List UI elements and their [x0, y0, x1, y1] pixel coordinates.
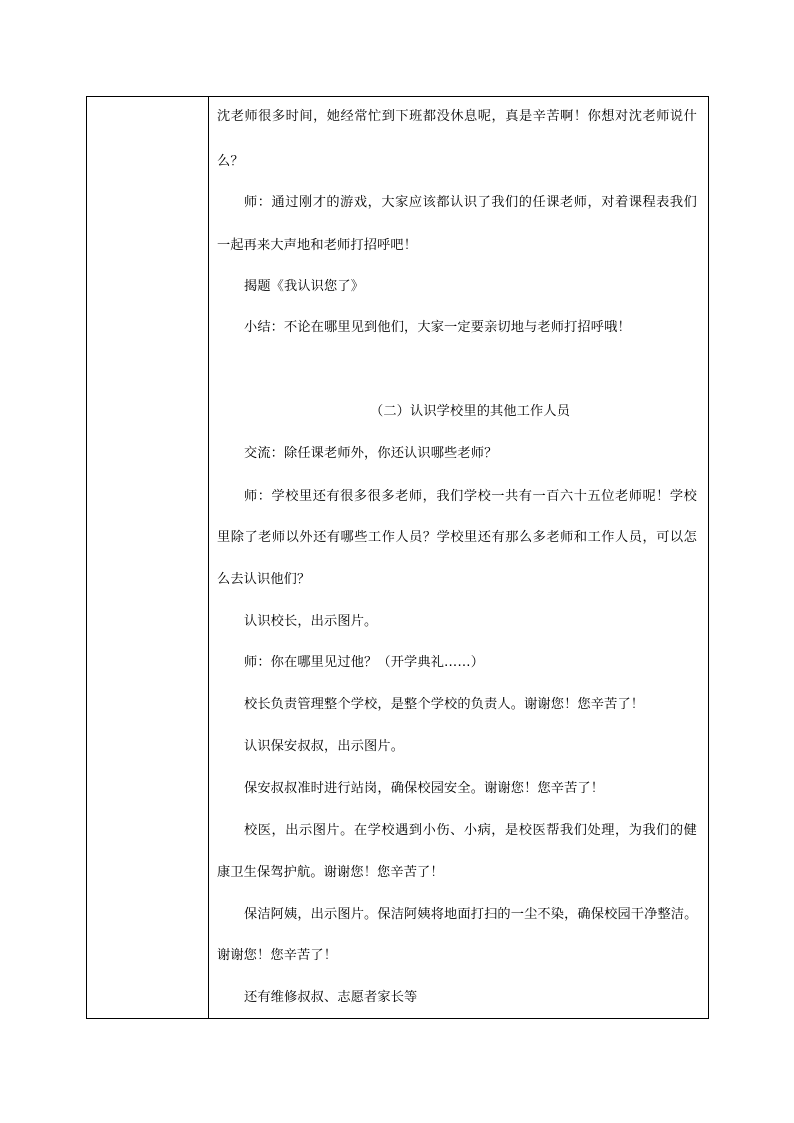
table-left-cell	[87, 97, 209, 1018]
paragraph-line: 师：你在哪里见过他？（开学典礼……）	[244, 655, 485, 670]
paragraph-line: 还有维修叔叔、志愿者家长等	[244, 990, 418, 1005]
paragraph-line: 保安叔叔准时进行站岗，确保校园安全。谢谢您！您辛苦了！	[244, 781, 605, 796]
paragraph-line: 一起再来大声地和老师打招呼吧！	[217, 238, 418, 253]
paragraph-line: 保洁阿姨，出示图片。保洁阿姨将地面打扫的一尘不染，确保校园干净整洁。	[244, 907, 698, 922]
paragraph-line: 交流：除任课老师外，你还认识哪些老师？	[244, 446, 498, 461]
paragraph-line: 认识保安叔叔，出示图片。	[244, 739, 405, 754]
paragraph-line: 康卫生保驾护航。谢谢您！您辛苦了！	[217, 865, 444, 880]
paragraph-line: 校长负责管理整个学校，是整个学校的负责人。谢谢您！您辛苦了！	[244, 697, 645, 712]
paragraph-line: 师：学校里还有很多很多老师，我们学校一共有一百六十五位老师呢！学校	[244, 489, 697, 504]
paragraph-line: 谢谢您！您辛苦了！	[217, 948, 338, 963]
paragraph-line: 小结：不论在哪里见到他们，大家一定要亲切地与老师打招呼哦！	[244, 320, 631, 335]
section-heading: （二）认识学校里的其他工作人员	[370, 404, 571, 419]
paragraph-line: 揭题《我认识您了》	[244, 279, 365, 294]
lesson-plan-table	[86, 96, 709, 1019]
paragraph-line: 么去认识他们？	[217, 572, 311, 587]
paragraph-line: 么？	[217, 154, 244, 169]
paragraph-line: 认识校长，出示图片。	[244, 614, 378, 629]
table-right-cell	[209, 97, 708, 1018]
paragraph-line: 沈老师很多时间，她经常忙到下班都没休息呢，真是辛苦啊！你想对沈老师说什	[217, 109, 697, 124]
paragraph-line: 师：通过刚才的游戏，大家应该都认识了我们的任课老师，对着课程表我们	[244, 195, 697, 210]
paragraph-line: 校医，出示图片。在学校遇到小伤、小病，是校医帮我们处理，为我们的健	[244, 823, 697, 838]
paragraph-line: 里除了老师以外还有哪些工作人员？学校里还有那么多老师和工作人员，可以怎	[217, 530, 697, 545]
